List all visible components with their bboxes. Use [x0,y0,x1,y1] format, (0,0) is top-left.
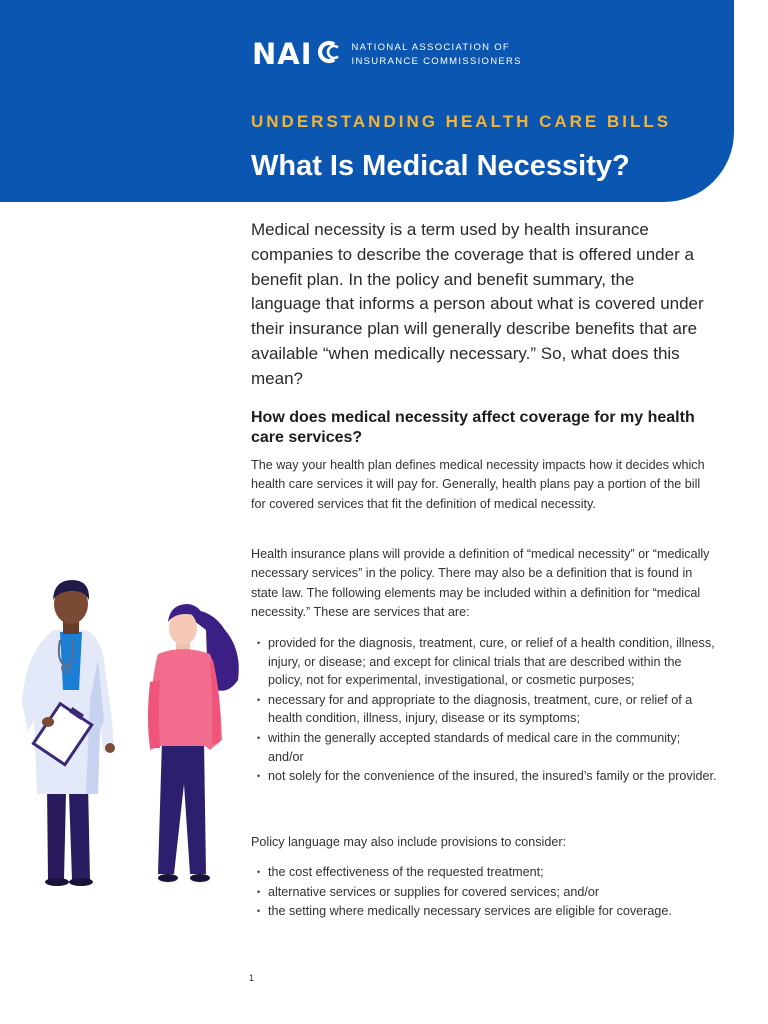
logo-mark: NAI [252,37,313,71]
doctor-figure [22,580,115,886]
list-item: • the cost effectiveness of the requested treatment; [257,863,717,882]
doctor-patient-illustration [0,570,250,890]
list-item: • within the generally accepted standards of medical care in the community; and/or [257,729,717,766]
logo-text-line1: NATIONAL ASSOCIATION OF [351,41,511,53]
patient-figure [148,604,239,882]
paragraph-3: Policy language may also include provisions to consider: [251,835,567,849]
logo-wordmark [352,41,522,69]
series-subtitle: UNDERSTANDING HEALTH CARE BILLS [251,112,672,131]
page-number: 1 [249,973,255,983]
list-item: • alternative services or supplies for covered services; and/or [257,883,717,902]
logo-c-icon [314,40,342,69]
list-item: • provided for the diagnosis, treatment, cure, or relief of a health condition, illness, injury, or disease; and except for clinical trials that are described within the policy, not for experimental, investigational, or cosmetic purposes; [257,634,717,690]
header-banner [0,0,734,202]
paragraph-1: The way your health plan defines medical necessity impacts how it decides which health care services it will pay for. Generally, health plans pay a portion of the bill for covered services that fit the definition of medical necessity. [251,458,705,511]
naic-logo [252,37,522,71]
list-item: • the setting where medically necessary services are eligible for coverage. [257,902,717,921]
provisions-list [257,863,717,922]
necessity-criteria-list [257,634,717,787]
logo-text-line2: INSURANCE COMMISSIONERS [351,55,522,67]
section-heading: How does medical necessity affect coverage for my health care services? [251,409,695,446]
list-item: • not solely for the convenience of the insured, the insured’s family or the provider. [257,767,717,786]
intro-paragraph: Medical necessity is a term used by health insurance companies to describe the coverage that is offered under a benefit plan. In the policy and benefit summary, the language that informs a person about what is covered under their insurance plan will generally describe benefits that are available “when medically necessary.” So, what does this mean? [251,220,704,388]
paragraph-2: Health insurance plans will provide a definition of “medical necessity” or “medically necessary services” in the policy. There may also be a definition that is found in state law. The following elements may be included within a definition for “medical necessity.” These are services that are: [251,547,710,620]
page-title: What Is Medical Necessity? [251,150,630,182]
list-item: • necessary for and appropriate to the diagnosis, treatment, cure, or relief of a health condition, illness, injury, disease or its symptoms; [257,691,717,728]
